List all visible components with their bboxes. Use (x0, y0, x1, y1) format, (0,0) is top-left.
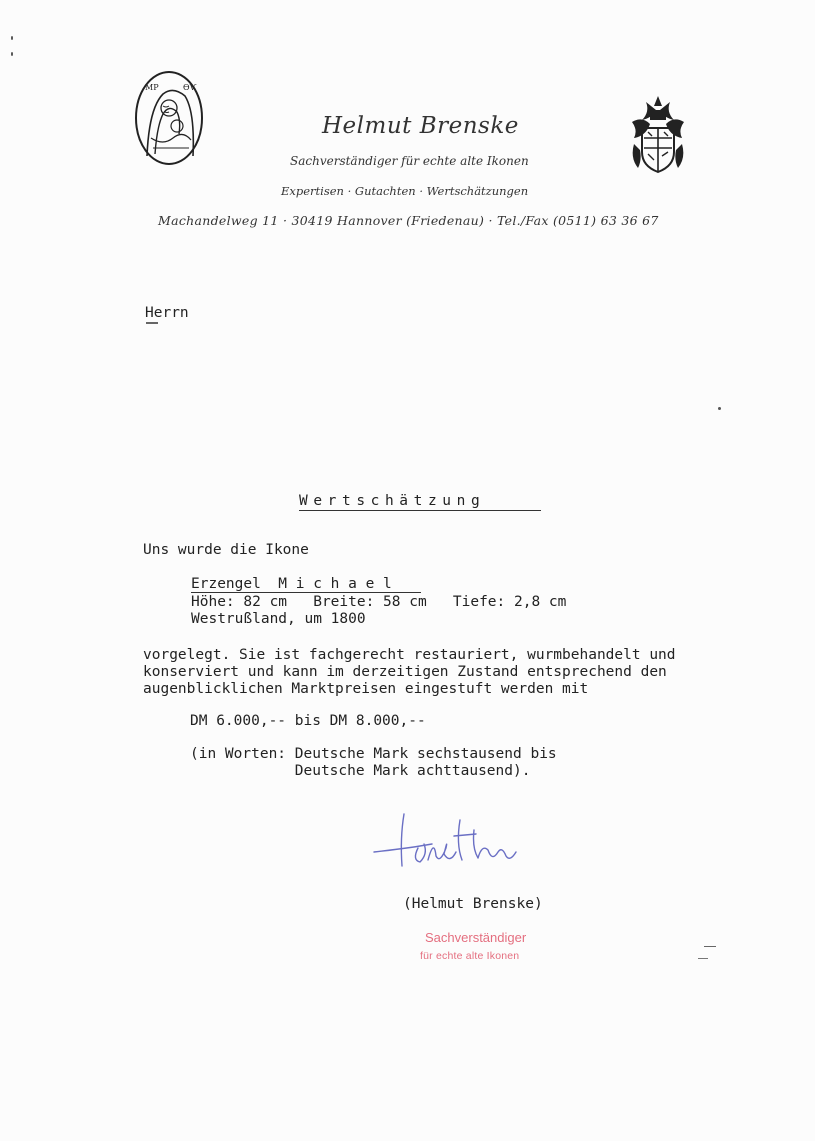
scan-mark (718, 407, 721, 410)
value-range: DM 6.000,-- bis DM 8.000,-- (190, 713, 426, 729)
stamp-line-2: für echte alte Ikonen (420, 950, 520, 962)
in-words-line: (in Worten: Deutsche Mark sechstausend bis (190, 746, 557, 762)
recipient-salutation: Herrn (145, 305, 189, 321)
letterhead-address: Machandelweg 11 · 30419 Hannover (Friedenau) · Tel./Fax (0511) 63 36 67 (158, 213, 659, 228)
title-underline (299, 510, 541, 511)
document-title: Wertschätzung (299, 493, 486, 509)
letterhead-subtitle: Sachverständiger für echte alte Ikonen (290, 154, 529, 168)
coat-of-arms-icon (628, 92, 688, 178)
scan-mark (704, 946, 716, 947)
in-words-line: Deutsche Mark achttausend). (190, 763, 531, 779)
body-line: vorgelegt. Sie ist fachgerecht restauriert, wurmbehandelt und (143, 647, 676, 663)
letterhead-name: Helmut Brenske (322, 113, 519, 139)
icon-name-underline (191, 592, 421, 593)
handwritten-signature (370, 808, 530, 878)
icon-name: Erzengel M i c h a e l (191, 576, 392, 592)
signature-name: (Helmut Brenske) (403, 896, 543, 912)
body-line: konserviert und kann im derzeitigen Zustand entsprechend den (143, 664, 667, 680)
icon-origin: Westrußland, um 1800 (191, 611, 366, 627)
svg-text:МР: МР (145, 83, 159, 92)
icon-dimensions: Höhe: 82 cm Breite: 58 cm Tiefe: 2,8 cm (191, 594, 567, 610)
scan-mark (11, 52, 13, 56)
recipient-name-redacted (146, 322, 158, 324)
letterhead-services: Expertisen · Gutachten · Wertschätzungen (281, 184, 529, 198)
scan-mark (11, 36, 13, 40)
body-line: augenblicklichen Marktpreisen eingestuft werden mit (143, 681, 589, 697)
intro-text: Uns wurde die Ikone (143, 542, 309, 558)
svg-text:ѲѴ: ѲѴ (183, 83, 197, 92)
madonna-icon-logo (133, 68, 205, 168)
stamp-line-1: Sachverständiger (425, 930, 527, 945)
scan-mark (698, 958, 708, 959)
